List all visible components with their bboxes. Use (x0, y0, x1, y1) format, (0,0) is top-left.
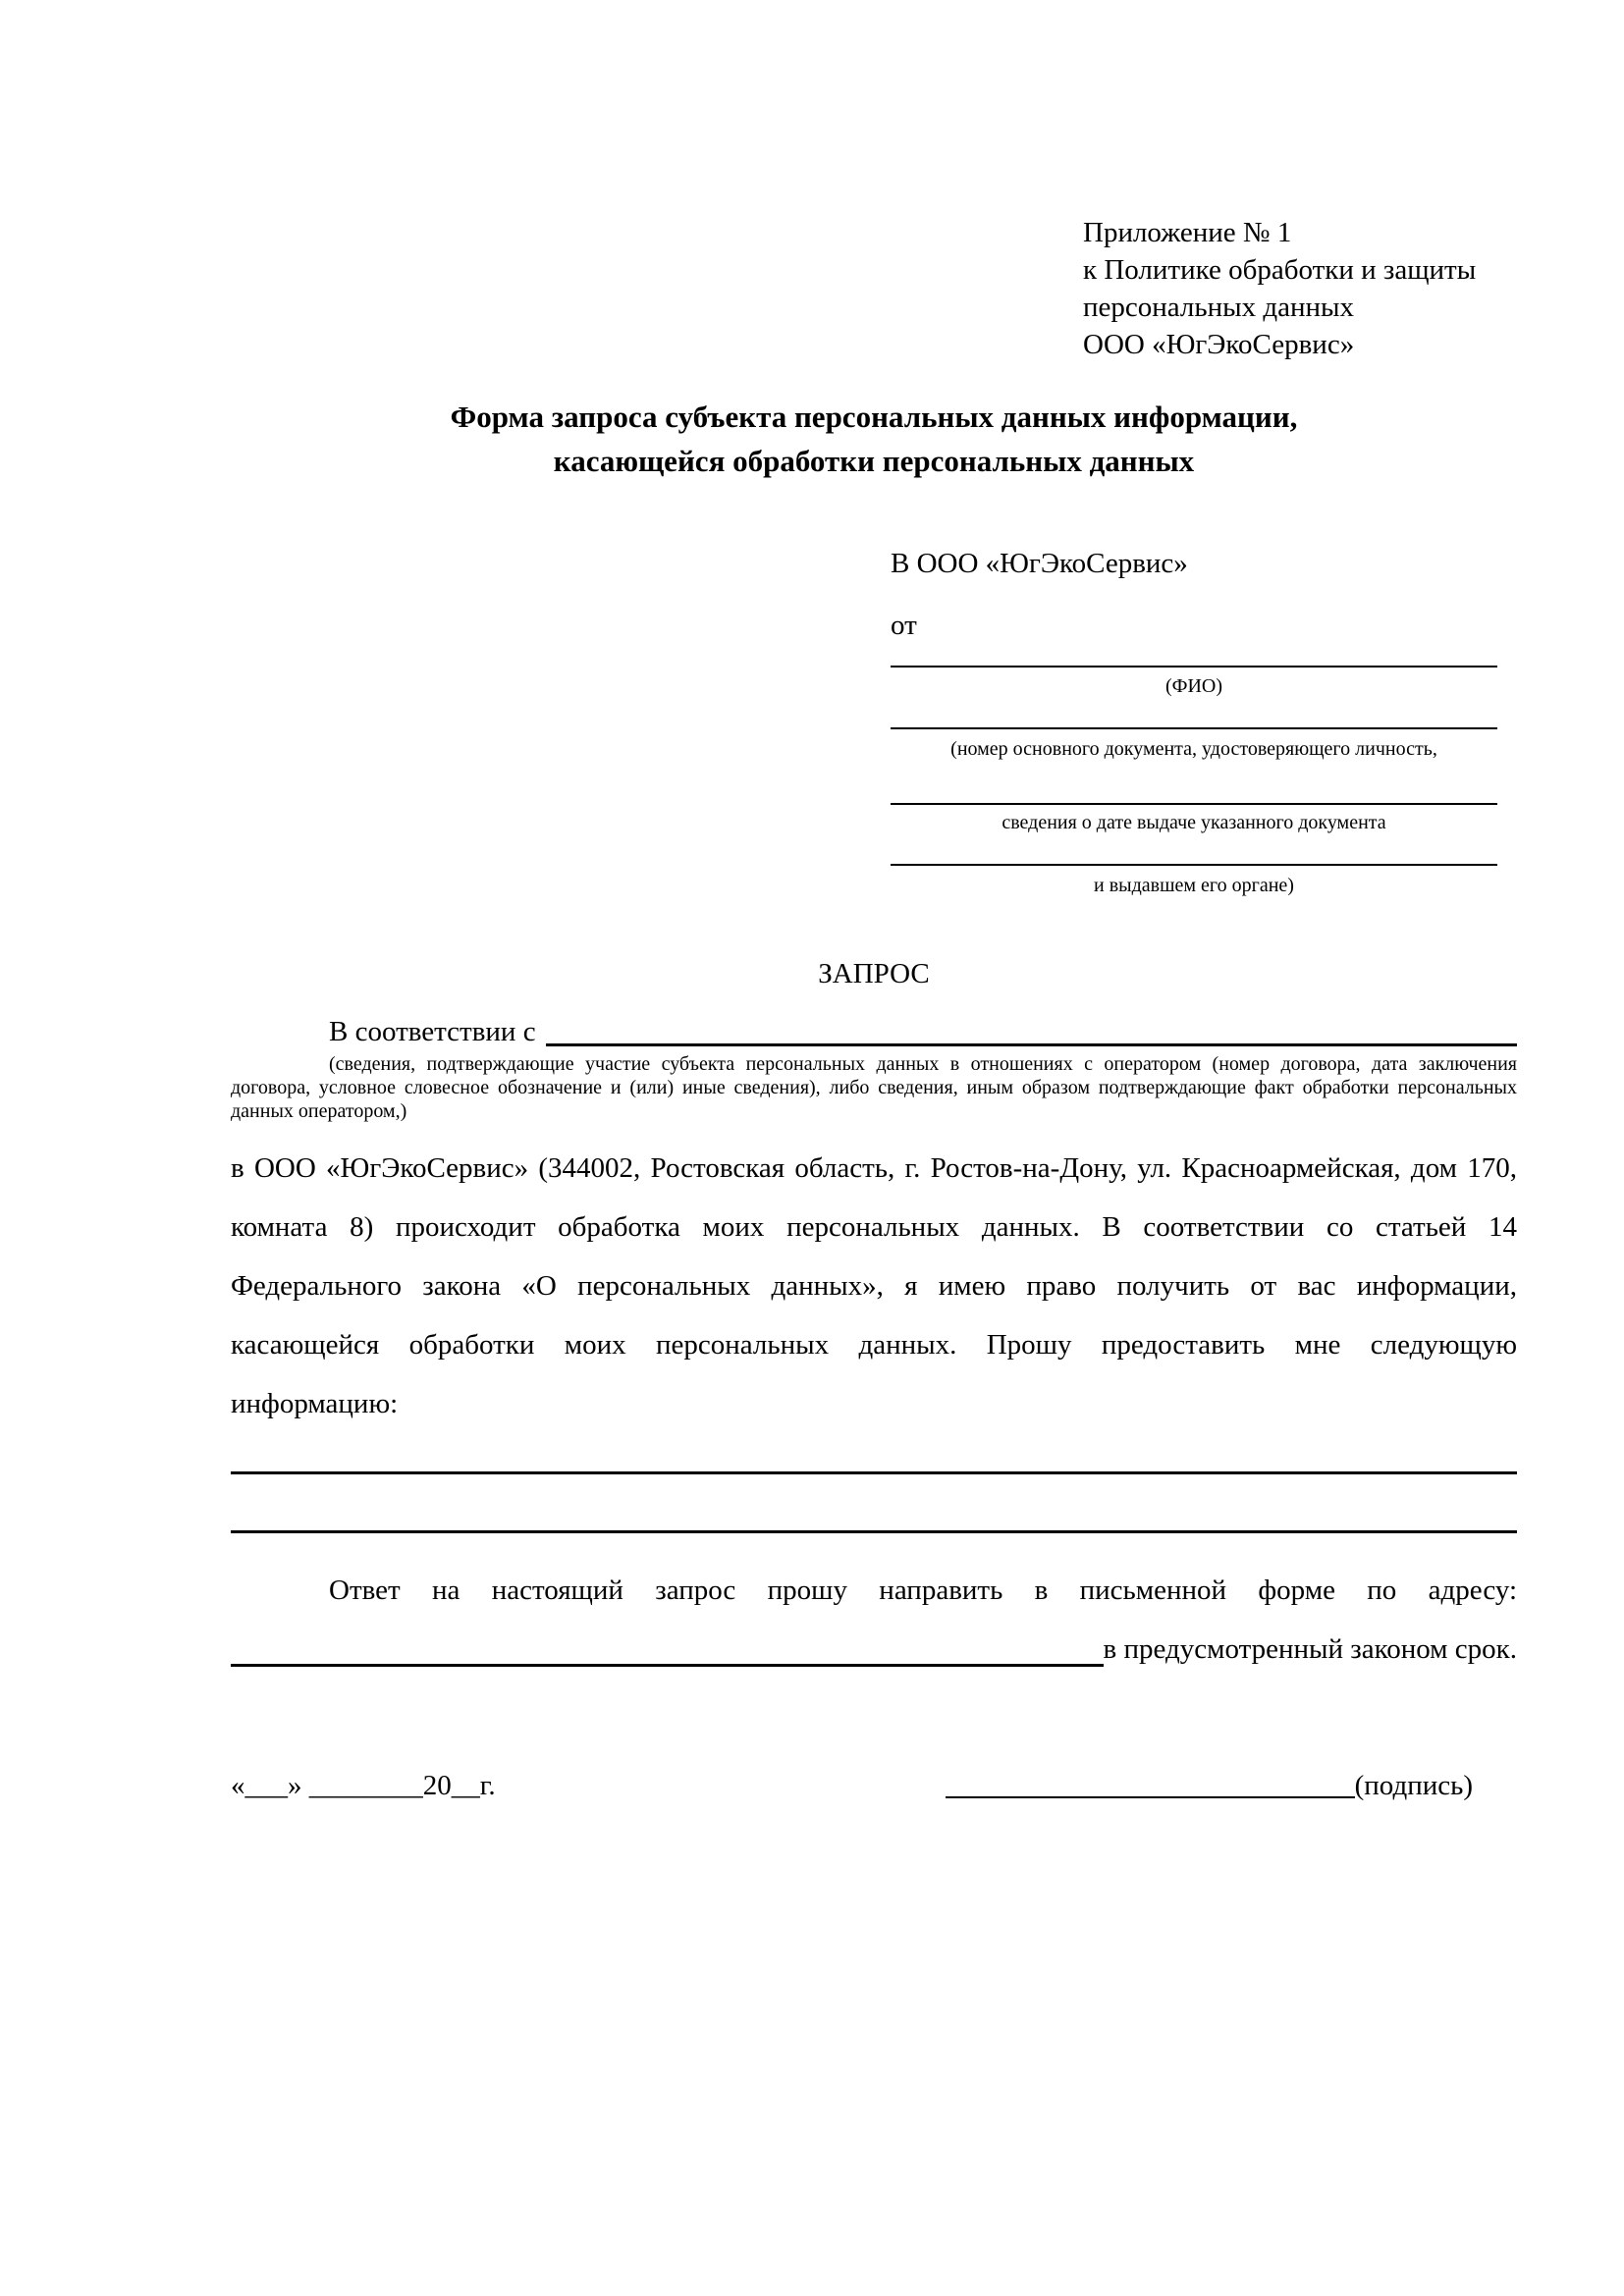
lead-in-row (231, 1013, 1517, 1050)
requested-information-field-line-1[interactable] (231, 1471, 1517, 1474)
issuing-authority-field-line[interactable] (891, 864, 1497, 866)
lead-in-label: В соответствии с (329, 1016, 536, 1047)
annex-note-line: Приложение № 1 (1083, 217, 1292, 248)
annex-note-line: к Политике обработки и защиты (1083, 254, 1477, 286)
annex-note-line: персональных данных (1083, 292, 1355, 323)
document-number-field-line[interactable] (891, 727, 1497, 729)
relationship-details-field-line[interactable] (546, 1043, 1517, 1046)
annex-note (1083, 214, 1517, 363)
document-title (231, 395, 1517, 483)
issue-date-caption: сведения о дате выдаче указанного документа (1001, 812, 1386, 833)
reply-address-row (231, 1620, 1517, 1679)
document-title-line: Форма запроса субъекта персональных данных информации, (450, 400, 1298, 434)
signature-caption: (подпись) (1354, 1770, 1473, 1801)
full-name-field-line[interactable] (891, 666, 1497, 667)
issue-date-field-line[interactable] (891, 803, 1497, 805)
request-body-paragraph: в ООО «ЮгЭкоСервис» (344002, Ростовская область, г. Ростов-на-Дону, ул. Красноармейская, дом 170, комната 8) происходит обработка моих персональных данных. В соответствии со статьей 14 Федерального закона «О персональных данных», я имею право получить от вас информации, касающейся обработки моих персональных данных. Прошу предоставить мне следующую информацию: (231, 1152, 1517, 1419)
full-name-caption: (ФИО) (1164, 675, 1222, 697)
addressee-from-label: от (891, 610, 917, 641)
reply-address-field-line[interactable] (231, 1664, 1104, 1667)
addressee-block (891, 545, 1497, 897)
request-heading: ЗАПРОС (818, 958, 930, 989)
document-title-line: касающейся обработки персональных данных (553, 444, 1195, 478)
lead-in-footnote: (сведения, подтверждающие участие субъекта персональных данных в отношениях с оператором (номер договора, дата заключения договора, условное словесное обозначение и (или) иные сведения), либо сведения, иным образом подтверждающие факт обработки персональных данных оператором,) (231, 1053, 1517, 1122)
reply-instruction: Ответ на настоящий запрос прошу направить в письменной форме по адресу: (329, 1575, 1517, 1606)
addressee-to: В ООО «ЮгЭкоСервис» (891, 548, 1188, 579)
date-signature-row (231, 1767, 1517, 1804)
reply-instruction-tail: в предусмотренный законом срок. (1103, 1633, 1517, 1665)
issuing-authority-caption: и выдавшем его органе) (1094, 875, 1294, 896)
requested-information-field-line-2[interactable] (231, 1530, 1517, 1533)
annex-note-line: ООО «ЮгЭкоСервис» (1083, 329, 1355, 360)
date-field[interactable]: «___» ________20__г. (231, 1770, 496, 1801)
document-number-caption: (номер основного документа, удостоверяющего личность, (950, 738, 1437, 760)
signature-field-line[interactable] (946, 1796, 1355, 1798)
